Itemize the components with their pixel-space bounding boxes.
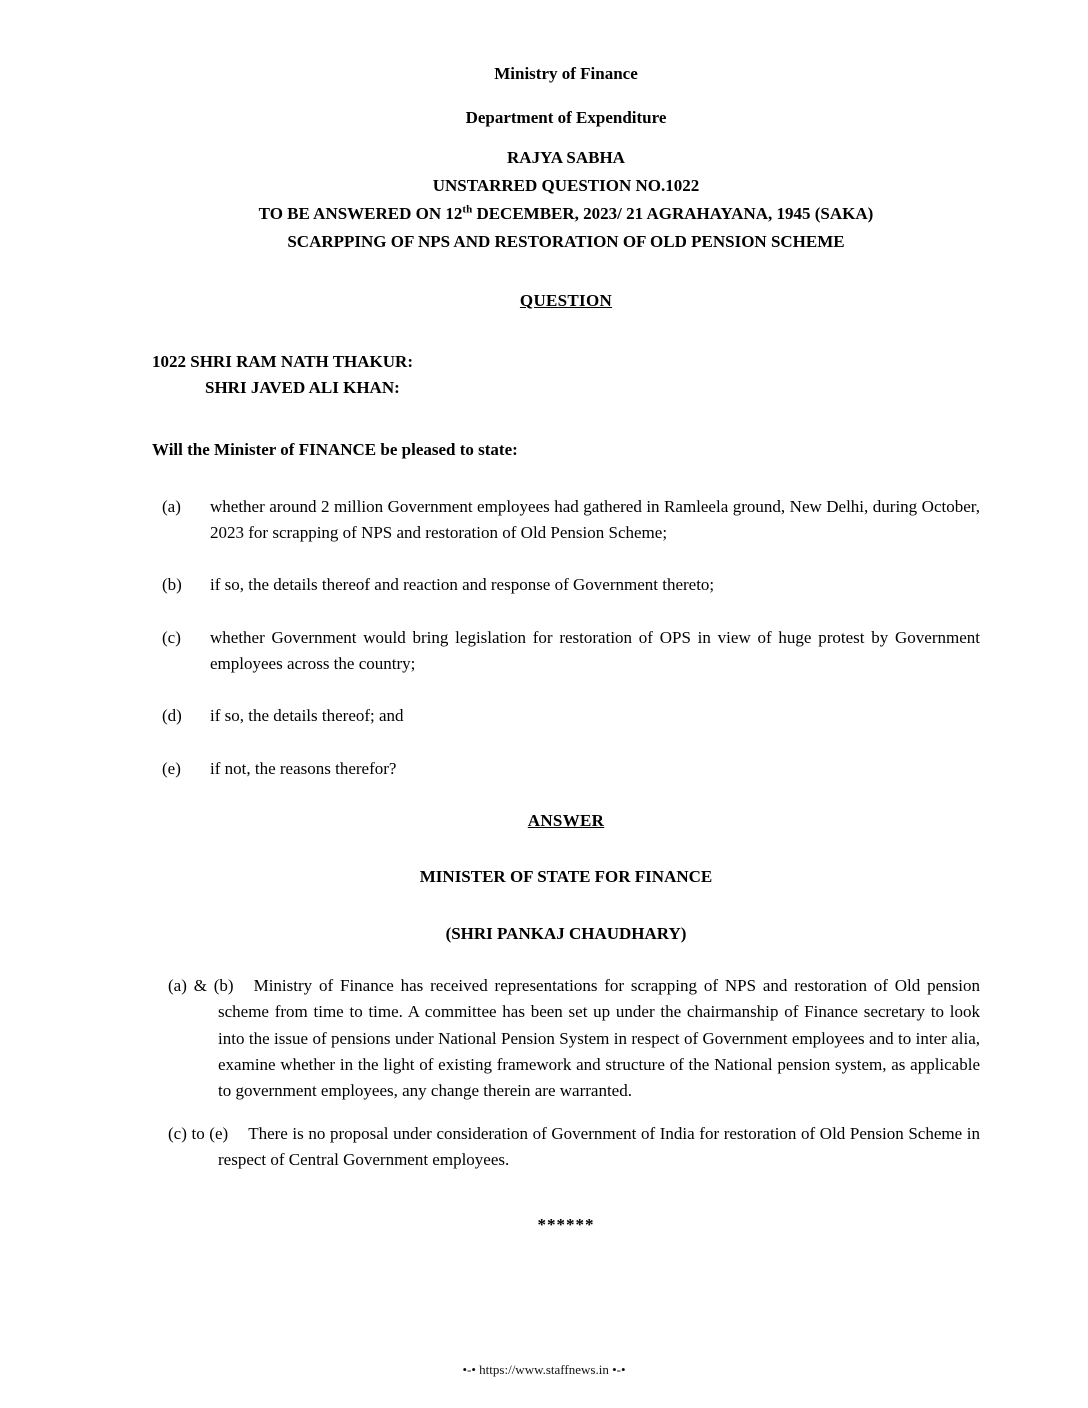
subject-line: SCARPPING OF NPS AND RESTORATION OF OLD PENSION SCHEME (287, 232, 845, 252)
question-item-label: (a) (162, 496, 181, 516)
asker-secondary: SHRI JAVED ALI KHAN: (205, 377, 400, 397)
question-item-text: if not, the reasons therefor? (210, 758, 397, 778)
question-item-text: whether around 2 million Government employees had gathered in Ramleela ground, New Delhi, during October, 2023 for scrapping of NPS and restoration of Old Pension Scheme; (210, 496, 980, 542)
question-number: UNSTARRED QUESTION NO.1022 (432, 176, 700, 196)
question-item-label: (e) (162, 758, 181, 778)
department-title: Department of Expenditure (465, 108, 667, 128)
answer-paragraph-label: (a) & (b) (168, 976, 234, 996)
footer-source-url: •-• https://www.staffnews.in •-• (462, 1361, 626, 1377)
question-item-text: whether Government would bring legislation for restoration of OPS in view of huge protest by Government employees across the country; (210, 627, 980, 674)
question-item (152, 494, 980, 547)
answer-paragraph (168, 1121, 980, 1174)
question-heading: QUESTION (519, 291, 613, 311)
answer-paragraph-text: There is no proposal under consideration of Government of India for restoration of Old Pension Scheme in respect of Central Government employees. (218, 1123, 980, 1170)
question-askers (152, 349, 980, 402)
answer-heading: ANSWER (527, 811, 605, 831)
document-header (152, 60, 980, 256)
question-item (152, 756, 980, 782)
answer-paragraph-text: Ministry of Finance has received representations for scrapping of NPS and restoration of Old pension scheme from time to time. A committee has been set up under the chairmanship of Finance secretary to look into the issue of pensions under National Pension System in respect of Government employees and to inter alia, examine whether in the light of existing framework and structure of the National pension system, as applicable to government employees, any change therein are warranted. (218, 976, 981, 1101)
question-item-text: if so, the details thereof and reaction and response of Government thereto; (210, 575, 715, 595)
question-item-label: (d) (162, 706, 182, 726)
answer-date-pre: TO BE ANSWERED ON 12 (258, 204, 463, 224)
asker-primary: 1022 SHRI RAM NATH THAKUR: (152, 351, 413, 371)
question-item-text: if so, the details thereof; and (210, 706, 404, 726)
end-marker-stars: ****** (537, 1214, 595, 1234)
question-lead: Will the Minister of FINANCE be pleased to state: (152, 440, 518, 460)
answer-paragraph (168, 973, 981, 1105)
question-item-label: (c) (162, 627, 181, 647)
question-items (152, 494, 980, 782)
question-item (152, 625, 980, 678)
question-item (152, 703, 980, 729)
answer-date-ordinal: th (462, 203, 473, 216)
ministry-title: Ministry of Finance (494, 64, 638, 83)
question-item (152, 572, 980, 598)
minister-title: MINISTER OF STATE FOR FINANCE (419, 867, 713, 887)
question-item-label: (b) (162, 575, 182, 595)
house-name: RAJYA SABHA (507, 148, 625, 168)
answer-date-line (152, 200, 980, 228)
answer-date-post: DECEMBER, 2023/ 21 AGRAHAYANA, 1945 (SAKA) (472, 204, 874, 224)
answer-paragraph-label: (c) to (e) (168, 1123, 229, 1143)
minister-name: (SHRI PANKAJ CHAUDHARY) (445, 923, 687, 943)
